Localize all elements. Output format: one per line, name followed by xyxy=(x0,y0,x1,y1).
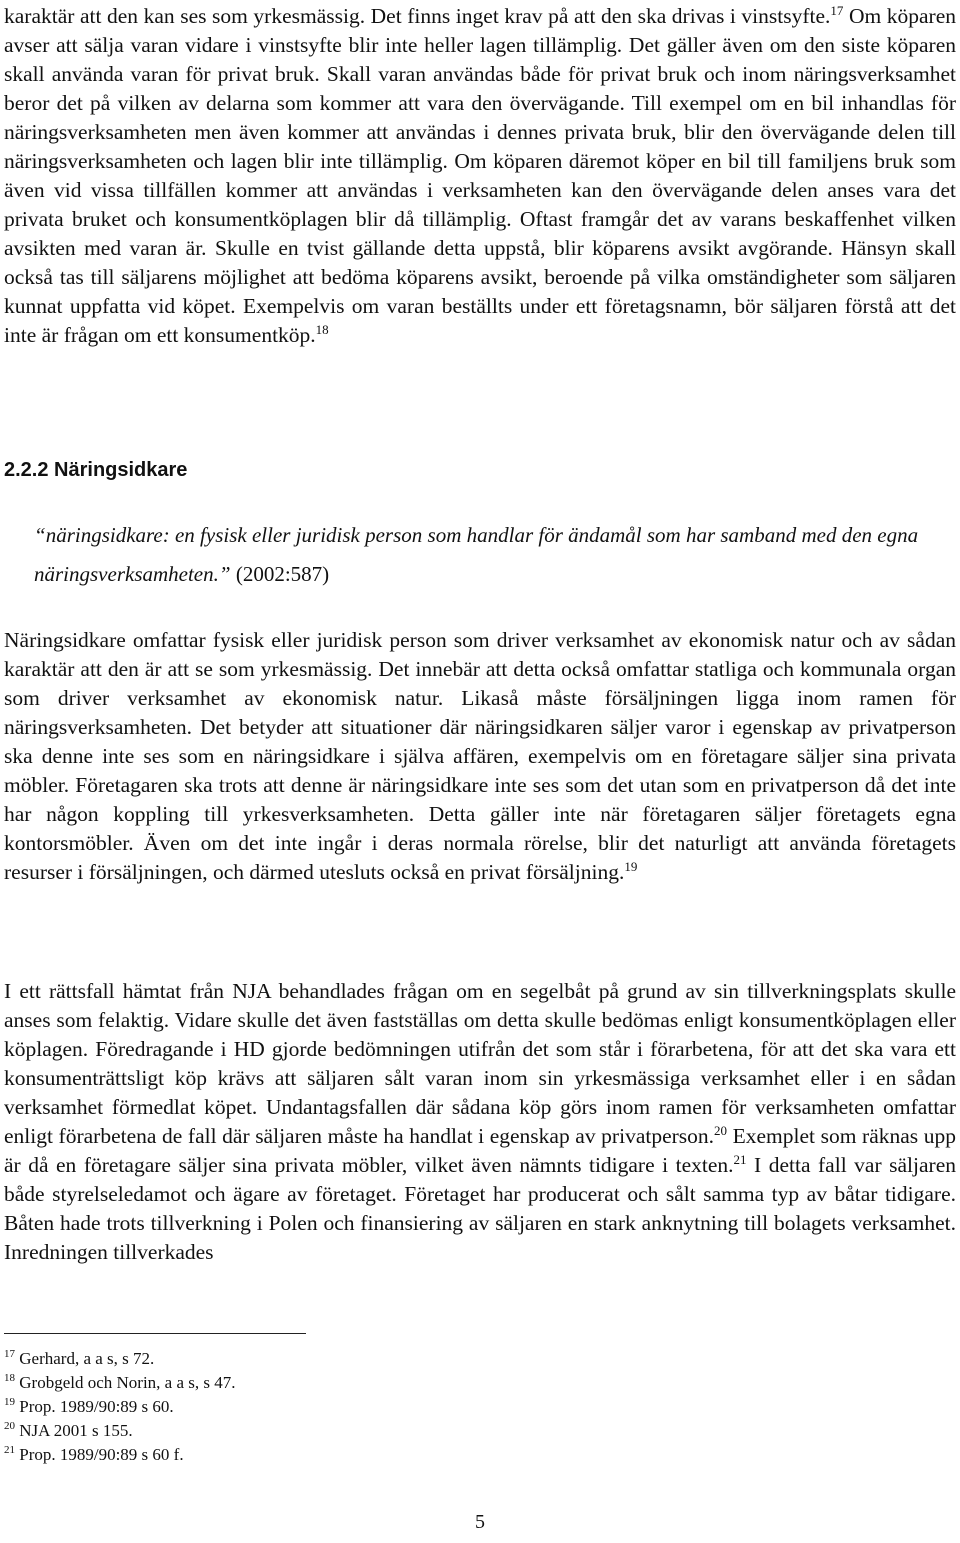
paragraph-text: I detta fall var säljaren både styrelseledamot och ägare av företaget. Företaget har producerat och sålt samma typ av båtar tidigare. Båten hade trots tillverkning i Polen och finansiering av säljaren en stark anknytning till bolagets verksamhet. Inredningen tillverkades xyxy=(4,1153,956,1264)
footnote-19 xyxy=(4,1396,174,1418)
paragraph-text: I ett rättsfall hämtat från NJA behandlades frågan om en segelbåt på grund av sin tillverkningsplats skulle anses som felaktig. Vidare skulle det även fastställas om detta skulle bedömas enligt konsumentköplagen eller köplagen. Föredragande i HD gjorde bedömningen utifrån det som står i förarbetena, för att det ska vara ett konsumenträttsligt köp krävs att säljaren sålt varan inom sin yrkesmässiga verksamhet eller i en sådan verksamhet förmedlat köpet. Undantagsfallen där sådana köp görs inom ramen för verksamheten omfattar enligt förarbetena de fall där säljaren måste ha handlat i egenskap av privatperson. xyxy=(4,979,956,1148)
paragraph-case-law xyxy=(4,977,956,1267)
definition-quote: “näringsidkare: en fysisk eller juridisk person som handlar för ändamål som har samband med den egna näringsverksamheten.” (2002:587) xyxy=(34,523,919,586)
footnote-17 xyxy=(4,1348,154,1370)
footnote-text: Prop. 1989/90:89 s 60 f. xyxy=(19,1445,184,1464)
paragraph-naringsidkare xyxy=(4,626,956,887)
footnote-20 xyxy=(4,1420,133,1442)
section-heading: 2.2.2 Näringsidkare xyxy=(4,459,188,481)
footnote-ref-17: 17 xyxy=(830,3,844,18)
footnote-number: 21 xyxy=(4,1444,15,1456)
footnote-number: 18 xyxy=(4,1372,15,1384)
definition-text: näringsidkare: en fysisk eller juridisk person som handlar för ändamål som har samband med den egna näringsverksamheten. xyxy=(34,523,919,586)
footnote-ref-21: 21 xyxy=(733,1152,747,1167)
footnote-text: Gerhard, a a s, s 72. xyxy=(19,1349,155,1368)
footnote-number: 19 xyxy=(4,1396,15,1408)
footnote-text: Prop. 1989/90:89 s 60. xyxy=(19,1397,174,1416)
footnote-ref-19: 19 xyxy=(624,859,638,874)
footnote-text: NJA 2001 s 155. xyxy=(19,1421,133,1440)
footnote-ref-18: 18 xyxy=(315,322,329,337)
paragraph-text: karaktär att den kan ses som yrkesmässig. Det finns inget krav på att den ska drivas i vinstsyfte. xyxy=(4,4,831,28)
footnote-ref-20: 20 xyxy=(714,1123,728,1138)
footnote-separator xyxy=(4,1333,306,1334)
definition-source: (2002:587) xyxy=(235,562,330,586)
footnote-number: 20 xyxy=(4,1420,15,1432)
paragraph-text: Näringsidkare omfattar fysisk eller juridisk person som driver verksamhet av ekonomisk natur och av sådan karaktär att den är att se som yrkesmässig. Det innebär att detta också omfattar statliga och kommunala organ som driver verksamhet av ekonomisk natur. Likaså måste försäljningen ligga inom ramen för näringsverksamheten. Det betyder att situationer där näringsidkaren säljer varor i egenskap av privatperson ska denne inte ses som en näringsidkare i själva affären, exempelvis om en företagare säljer sina privata möbler. Företagaren ska trots att denne är näringsidkare inte ses som det utan som en privatperson då det inte har någon koppling till yrkesverksamheten. Detta gäller inte när företagaren säljer företagets egna kontorsmöbler. Även om det inte ingår i deras normala rörelse, blir det naturligt att använda företagets resurser i försäljningen, och därmed utesluts också en privat försäljning. xyxy=(4,628,956,884)
paragraph-consumer-purchase xyxy=(4,2,956,350)
footnote-text: Grobgeld och Norin, a a s, s 47. xyxy=(19,1373,236,1392)
footnote-number: 17 xyxy=(4,1348,15,1360)
footnote-21 xyxy=(4,1444,184,1466)
footnote-18 xyxy=(4,1372,236,1394)
page-number: 5 xyxy=(475,1511,485,1533)
paragraph-text: Exemplet som räknas upp är då en företagare säljer sina privata möbler, vilket även nämnts tidigare i texten. xyxy=(4,1124,956,1177)
paragraph-text: Om köparen avser att sälja varan vidare i vinstsyfte blir inte heller lagen tillämplig. Det gäller även om den siste köparen skall använda varan för privat bruk. Skall varan användas både för privat bruk och inom näringsverksamhet beror det på vilken av delarna som kommer att vara den övervägande. Till exempel om en bil inhandlas för näringsverksamheten men även kommer att användas i dennes privata bruk, blir den övervägande delen till näringsverksamheten och lagen blir inte tillämplig. Om köparen däremot köper en bil till familjens bruk som även vid vissa tillfällen kommer att användas i verksamheten kan den övervägande delen anses vara det privata bruket och konsumentköplagen blir då tillämplig. Oftast framgår det av varans beskaffenhet vilken avsikten med varan är. Skulle en tvist gällande detta uppstå, blir köparens avsikt avgörande. Hänsyn skall också tas till säljarens möjlighet att bedöma köparens avsikt, beroende på vilka omständigheter som säljaren kunnat uppfatta vid köpet. Exempelvis om varan beställts under ett företagsnamn, bör säljaren förstå att det inte är frågan om ett konsumentköp. xyxy=(4,4,957,347)
